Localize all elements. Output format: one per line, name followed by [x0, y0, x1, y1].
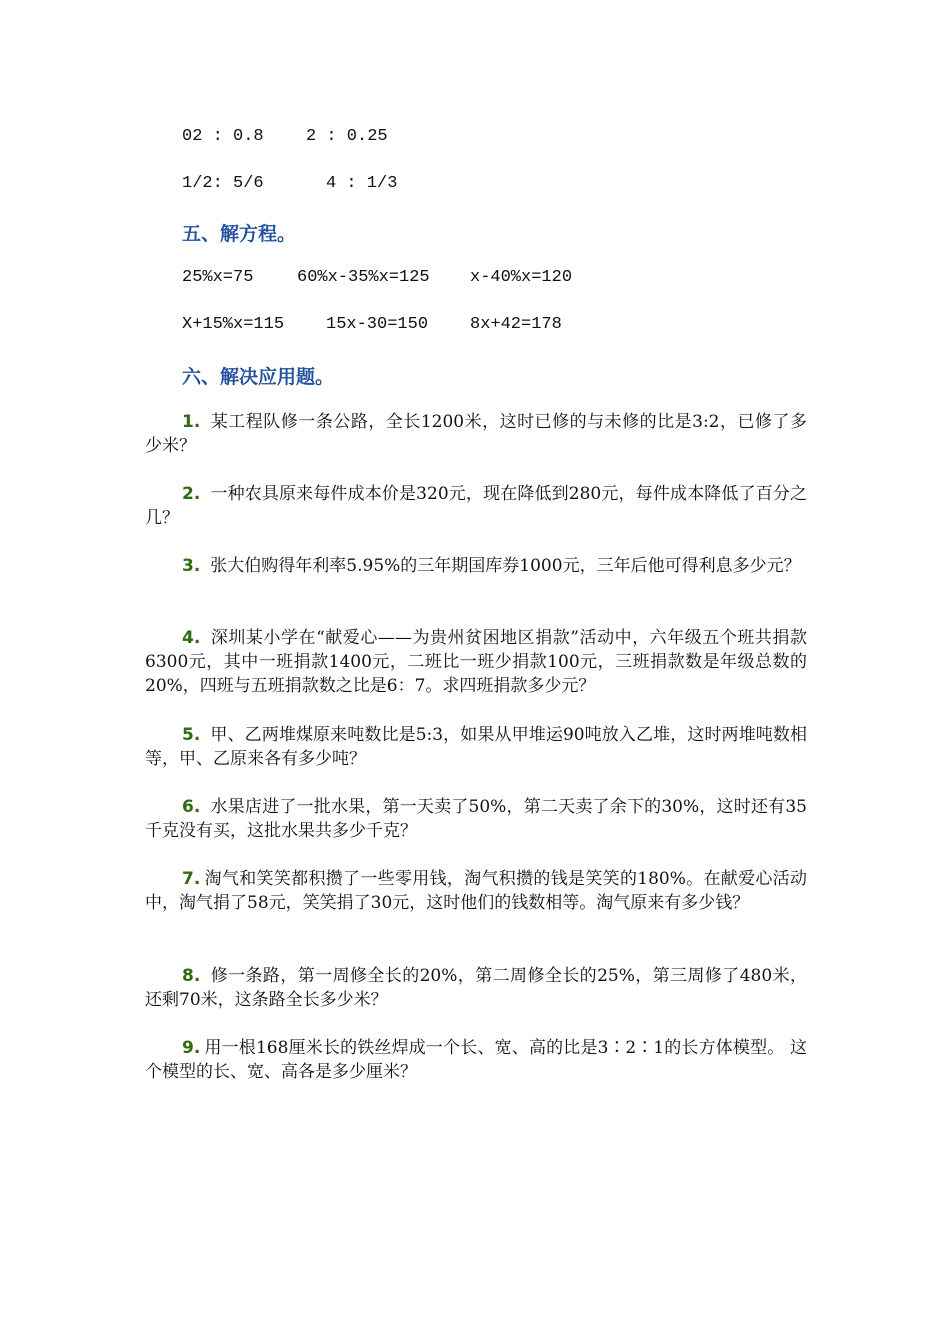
- problem-text: 甲、乙两堆煤原来吨数比是5:3，如果从甲堆运90吨放入乙堆，这时两堆吨数相等，甲、乙原来各有多少吨？: [145, 725, 807, 769]
- problem-number: 5.: [182, 725, 201, 745]
- ratio-item: 4 : 1/3: [326, 174, 398, 193]
- equation-item: x-40%x=120: [470, 268, 573, 287]
- section-5-title: 五、解方程。: [182, 223, 297, 245]
- problem-9: [145, 1036, 807, 1084]
- ratio-item: 02 : 0.8: [182, 127, 264, 146]
- problem-text: 淘气和笑笑都积攒了一些零用钱，淘气积攒的钱是笑笑的180%。在献爱心活动中，淘气捐了58元，笑笑捐了30元，这时他们的钱数相等。淘气原来有多少钱？: [145, 869, 807, 913]
- problem-text: 水果店进了一批水果，第一天卖了50%，第二天卖了余下的30%，这时还有35千克没有买，这批水果共多少千克？: [145, 797, 807, 841]
- problem-number: 8.: [182, 966, 201, 986]
- equation-item: X+15%x=115: [182, 315, 285, 334]
- problem-number: 9.: [182, 1038, 201, 1058]
- problem-1: [145, 410, 807, 458]
- problem-2: [145, 482, 807, 530]
- problem-8: [145, 964, 807, 1012]
- section-6-title: 六、解决应用题。: [182, 366, 335, 388]
- problem-number: 7.: [182, 869, 201, 889]
- problem-text: 深圳某小学在“献爱心——为贵州贫困地区捐款”活动中，六年级五个班共捐款6300元，其中一班捐款1400元，二班比一班少捐款100元，三班捐款数是年级总数的20%，四班与五班捐款数之比是6：7。求四班捐款多少元？: [145, 628, 807, 696]
- problem-text: 某工程队修一条公路，全长1200米，这时已修的与未修的比是3:2，已修了多少米？: [145, 412, 807, 456]
- problem-text: 修一条路，第一周修全长的20%，第二周修全长的25%，第三周修了480米，还剩70米，这条路全长多少米？: [145, 966, 807, 1010]
- problem-number: 1.: [182, 412, 201, 432]
- equation-item: 8x+42=178: [470, 315, 562, 334]
- problem-text: 用一根168厘米长的铁丝焊成一个长、宽、高的比是3∶2∶1的长方体模型。 这个模型的长、宽、高各是多少厘米？: [145, 1038, 807, 1082]
- ratio-item: 1/2: 5/6: [182, 174, 264, 193]
- problem-6: [145, 795, 807, 843]
- problem-text: 一种农具原来每件成本价是320元，现在降低到280元，每件成本降低了百分之几？: [145, 484, 807, 528]
- problem-3: [145, 554, 807, 578]
- problem-number: 6.: [182, 797, 201, 817]
- problem-7: [145, 867, 807, 915]
- problem-number: 3.: [182, 556, 201, 576]
- equation-item: 15x-30=150: [326, 315, 429, 334]
- ratio-item: 2 : 0.25: [306, 127, 388, 146]
- problem-text: 张大伯购得年利率5.95%的三年期国库券1000元，三年后他可得利息多少元？: [210, 556, 801, 576]
- problem-number: 2.: [182, 484, 201, 504]
- equation-item: 60%x-35%x=125: [297, 268, 430, 287]
- equation-item: 25%x=75: [182, 268, 254, 287]
- problem-5: [145, 723, 807, 771]
- problem-4: [145, 626, 807, 698]
- problem-number: 4.: [182, 628, 201, 648]
